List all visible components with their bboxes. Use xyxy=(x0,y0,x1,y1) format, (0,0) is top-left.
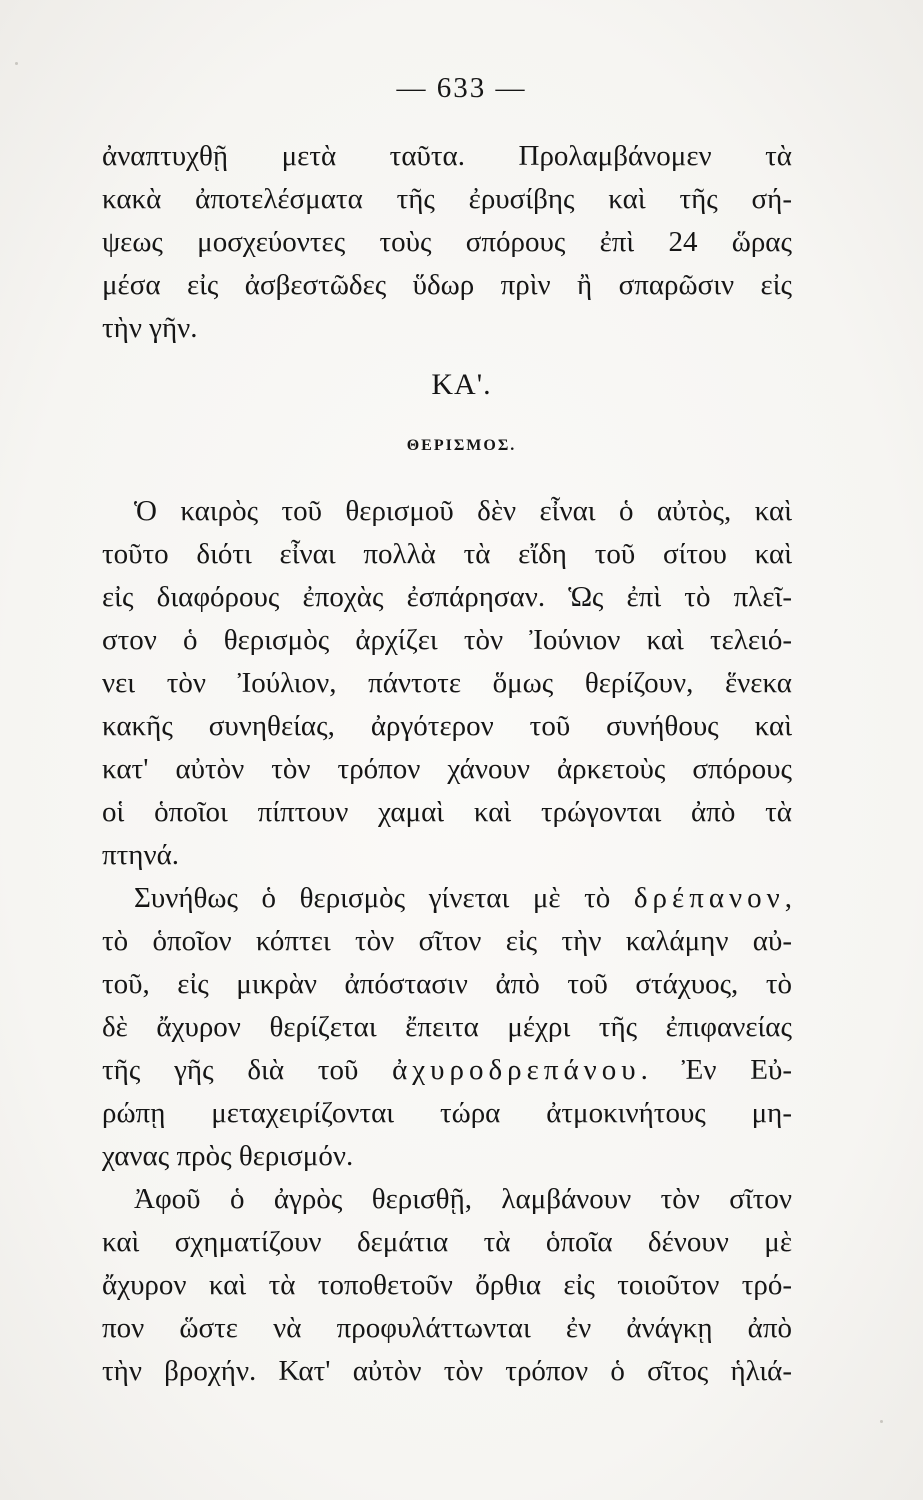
section-number: ΚΑ'. xyxy=(431,368,492,401)
text-segment: . Ἐν Εὐ- xyxy=(640,1054,792,1086)
text-line: χανας πρὸς θερισμόν. xyxy=(102,1140,354,1172)
text-line: τὸ ὁποῖον κόπτει τὸν σῖτον εἰς τὴν καλάμην αὐ- xyxy=(102,925,792,957)
text-line: δὲ ἄχυρον θερίζεται ἔπειτα μέχρι τῆς ἐπιφανείας xyxy=(102,1011,792,1043)
text-line: τοῦ, εἰς μικρὰν ἀπόστασιν ἀπὸ τοῦ στάχυος, τὸ xyxy=(102,968,792,1000)
text-line: εἰς διαφόρους ἐποχὰς ἐσπάρησαν. Ὡς ἐπὶ τὸ πλεῖ- xyxy=(102,581,792,613)
text-line: ψεως μοσχεύοντες τοὺς σπόρους ἐπὶ 24 ὥρας xyxy=(102,226,792,258)
text-segment: , xyxy=(784,882,792,914)
text-line: Ὁ καιρὸς τοῦ θερισμοῦ δὲν εἶναι ὁ αὐτὸς, καὶ xyxy=(134,495,792,527)
text-line: κακὰ ἀποτελέσματα τῆς ἐρυσίβης καὶ τῆς σή- xyxy=(102,183,792,215)
text-line: πον ὥστε νὰ προφυλάττωνται ἐν ἀνάγκῃ ἀπὸ xyxy=(102,1312,792,1344)
emphasized-term: ἀχυροδρεπάνου xyxy=(392,1054,641,1086)
text-line: κακῆς συνηθείας, ἀργότερον τοῦ συνήθους καὶ xyxy=(102,710,792,742)
text-line: καὶ σχηματίζουν δεμάτια τὰ ὁποῖα δένουν μὲ xyxy=(102,1226,792,1258)
text-line: στον ὁ θερισμὸς ἀρχίζει τὸν Ἰούνιον καὶ τελειό- xyxy=(102,624,792,656)
text-line: ἄχυρον καὶ τὰ τοποθετοῦν ὄρθια εἰς τοιοῦτον τρό- xyxy=(102,1269,792,1301)
text-line: τοῦτο διότι εἶναι πολλὰ τὰ εἴδη τοῦ σίτου καὶ xyxy=(102,538,792,570)
page-number: — 633 — xyxy=(396,72,527,104)
text-line: τὴν γῆν. xyxy=(102,312,198,344)
text-line: Ἀφοῦ ὁ ἀγρὸς θερισθῇ, λαμβάνουν τὸν σῖτον xyxy=(134,1183,792,1215)
text-line: νει τὸν Ἰούλιον, πάντοτε ὅμως θερίζουν, ἕνεκα xyxy=(102,667,792,699)
text-line: ἀναπτυχθῇ μετὰ ταῦτα. Προλαμβάνομεν τὰ xyxy=(102,140,792,172)
text-line: μέσα εἰς ἀσβεστῶδες ὕδωρ πρὶν ἢ σπαρῶσιν εἰς xyxy=(102,269,792,301)
paper-speck xyxy=(15,62,18,65)
text-segment: Συνήθως ὁ θερισμὸς γίνεται μὲ τὸ xyxy=(134,882,634,914)
text-line xyxy=(102,877,792,920)
text-line: κατ' αὐτὸν τὸν τρόπον χάνουν ἀρκετοὺς σπόρους xyxy=(102,753,792,785)
top-paragraph xyxy=(102,135,792,350)
paper-speck xyxy=(880,1420,883,1423)
text-line: οἱ ὁποῖοι πίπτουν χαμαὶ καὶ τρώγονται ἀπὸ τὰ xyxy=(102,796,792,828)
text-line xyxy=(102,1049,792,1092)
section-title: ΘΕΡΙΣΜΟΣ. xyxy=(406,437,517,454)
text-line: τὴν βροχήν. Κατ' αὐτὸν τὸν τρόπον ὁ σῖτος ἡλιά- xyxy=(102,1355,792,1387)
emphasized-term: δρέπανον xyxy=(633,882,785,914)
text-line: ρώπῃ μεταχειρίζονται τώρα ἀτμοκινήτους μη- xyxy=(102,1097,792,1129)
text-line: πτηνά. xyxy=(102,839,180,871)
text-segment: τῆς γῆς διὰ τοῦ xyxy=(102,1054,393,1086)
body-text xyxy=(102,490,792,1393)
